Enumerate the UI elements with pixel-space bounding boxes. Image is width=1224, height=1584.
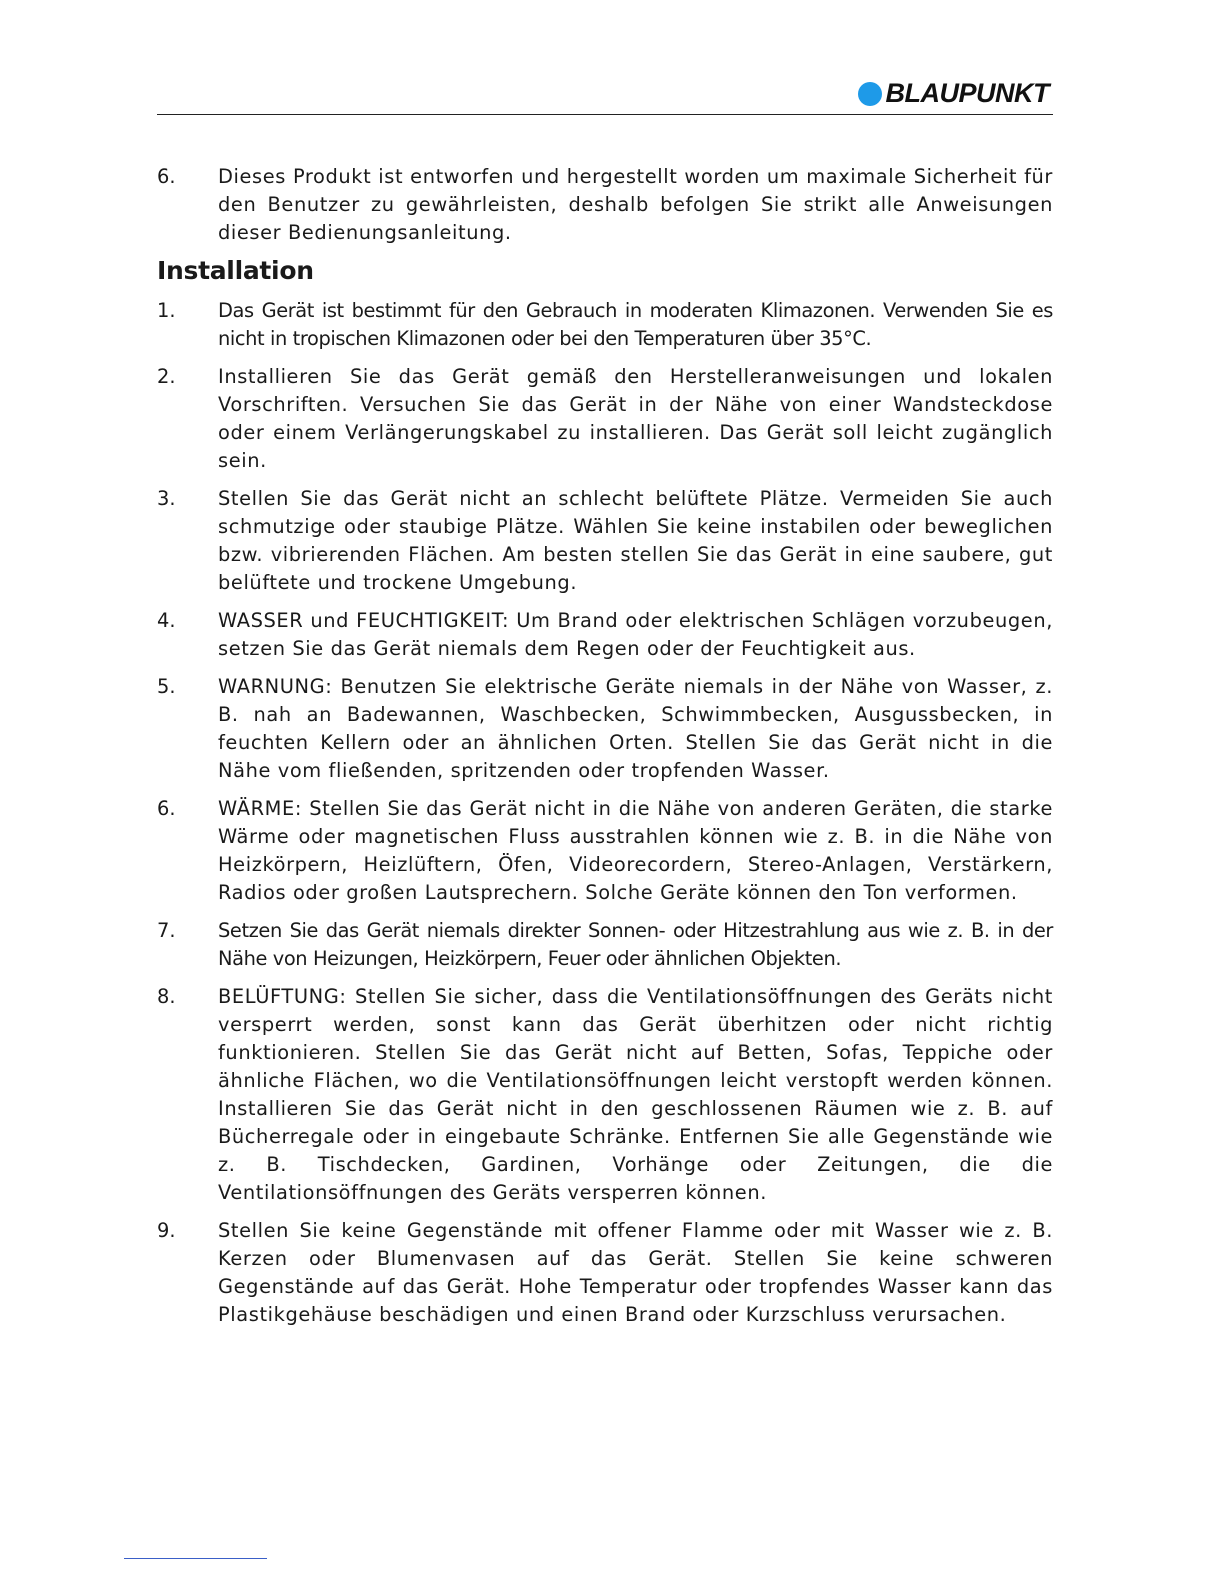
list-item-number: 7. bbox=[157, 919, 176, 942]
footer-divider bbox=[124, 1558, 267, 1559]
list-item-number: 9. bbox=[157, 1219, 176, 1242]
brand-logo bbox=[858, 78, 1050, 109]
list-item-text: WARNUNG: Benutzen Sie elektrische Geräte niemals in der Nähe von Wasser, z. B. nah an Badewannen, Waschbecken, Schwimmbecken, Ausgussbecken, in feuchten Kellern oder an ähnlichen Orten. Stellen Sie das Gerät nicht in die Nähe vom fließenden, spritzenden oder tropfenden Wasser. bbox=[218, 675, 1053, 782]
list-item bbox=[157, 983, 1053, 1207]
list-item-number: 4. bbox=[157, 609, 176, 632]
list-item-text: Dieses Produkt ist entworfen und hergestellt worden um maximale Sicherheit für den Benutzer zu gewährleisten, deshalb befolgen Sie strikt alle Anweisungen dieser Bedienungsanleitung. bbox=[218, 165, 1053, 244]
list-item bbox=[157, 485, 1053, 597]
logo-dot-icon bbox=[858, 82, 882, 106]
list-item-number: 6. bbox=[157, 797, 176, 820]
section-title: Installation bbox=[157, 256, 314, 285]
list-item-text: Stellen Sie keine Gegenstände mit offener Flamme oder mit Wasser wie z. B. Kerzen oder Blumenvasen auf das Gerät. Stellen Sie keine schweren Gegenstände auf das Gerät. Hohe Temperatur oder tropfendes Wasser kann das Plastikgehäuse beschädigen und einen Brand oder Kurzschluss verursachen. bbox=[218, 1219, 1053, 1326]
list-item-text: WÄRME: Stellen Sie das Gerät nicht in die Nähe von anderen Geräten, die starke Wärme oder magnetischen Fluss ausstrahlen können wie z. B. in die Nähe von Heizkörpern, Heizlüftern, Öfen, Videorecordern, Stereo-Anlagen, Verstärkern, Radios oder großen Lautsprechern. Solche Geräte können den Ton verformen. bbox=[218, 797, 1053, 904]
list-item-number: 6. bbox=[157, 165, 176, 188]
list-item-number: 2. bbox=[157, 365, 176, 388]
list-item bbox=[157, 917, 1053, 973]
list-item-number: 1. bbox=[157, 299, 176, 322]
intro-list-item bbox=[157, 163, 1053, 247]
list-item-text: Setzen Sie das Gerät niemals direkter Sonnen- oder Hitzestrahlung aus wie z. B. in der Nähe von Heizungen, Heizkörpern, Feuer oder ähnlichen Objekten. bbox=[218, 919, 1053, 970]
list-item bbox=[157, 297, 1053, 353]
list-item-text: WASSER und FEUCHTIGKEIT: Um Brand oder elektrischen Schlägen vorzubeugen, setzen Sie das Gerät niemals dem Regen oder der Feuchtigkeit aus. bbox=[218, 609, 1053, 660]
list-item bbox=[157, 363, 1053, 475]
page-header bbox=[157, 72, 1053, 115]
list-item-text: Das Gerät ist bestimmt für den Gebrauch in moderaten Klimazonen. Verwenden Sie es nicht in tropischen Klimazonen oder bei den Temperaturen über 35°C. bbox=[218, 299, 1053, 350]
list-item-text: BELÜFTUNG: Stellen Sie sicher, dass die Ventilationsöffnungen des Geräts nicht versperrt werden, sonst kann das Gerät überhitzen oder nicht richtig funktionieren. Stellen Sie das Gerät nicht auf Betten, Sofas, Teppiche oder ähnliche Flächen, wo die Ventilationsöffnungen leicht verstopft werden können. Installieren Sie das Gerät nicht in den geschlossenen Räumen wie z. B. auf Bücherregale oder in eingebaute Schränke. Entfernen Sie alle Gegenstände wie z. B. Tischdecken, Gardinen, Vorhänge oder Zeitungen, die die Ventilationsöffnungen des Geräts versperren können. bbox=[218, 985, 1053, 1204]
list-item-text: Stellen Sie das Gerät nicht an schlecht belüftete Plätze. Vermeiden Sie auch schmutzige oder staubige Plätze. Wählen Sie keine instabilen oder beweglichen bzw. vibrierenden Flächen. Am besten stellen Sie das Gerät in eine saubere, gut belüftete und trockene Umgebung. bbox=[218, 487, 1053, 594]
list-item-number: 3. bbox=[157, 487, 176, 510]
list-item-number: 5. bbox=[157, 675, 176, 698]
logo-text: BLAUPUNKT bbox=[885, 78, 1049, 108]
list-item-text: Installieren Sie das Gerät gemäß den Herstelleranweisungen und lokalen Vorschriften. Versuchen Sie das Gerät in der Nähe von einer Wandsteckdose oder einem Verlängerungskabel zu installieren. Das Gerät soll leicht zugänglich sein. bbox=[218, 365, 1053, 472]
list-item-number: 8. bbox=[157, 985, 176, 1008]
document-body bbox=[157, 163, 1053, 1339]
list-item bbox=[157, 607, 1053, 663]
list-item bbox=[157, 673, 1053, 785]
list-item bbox=[157, 1217, 1053, 1329]
list-item bbox=[157, 795, 1053, 907]
